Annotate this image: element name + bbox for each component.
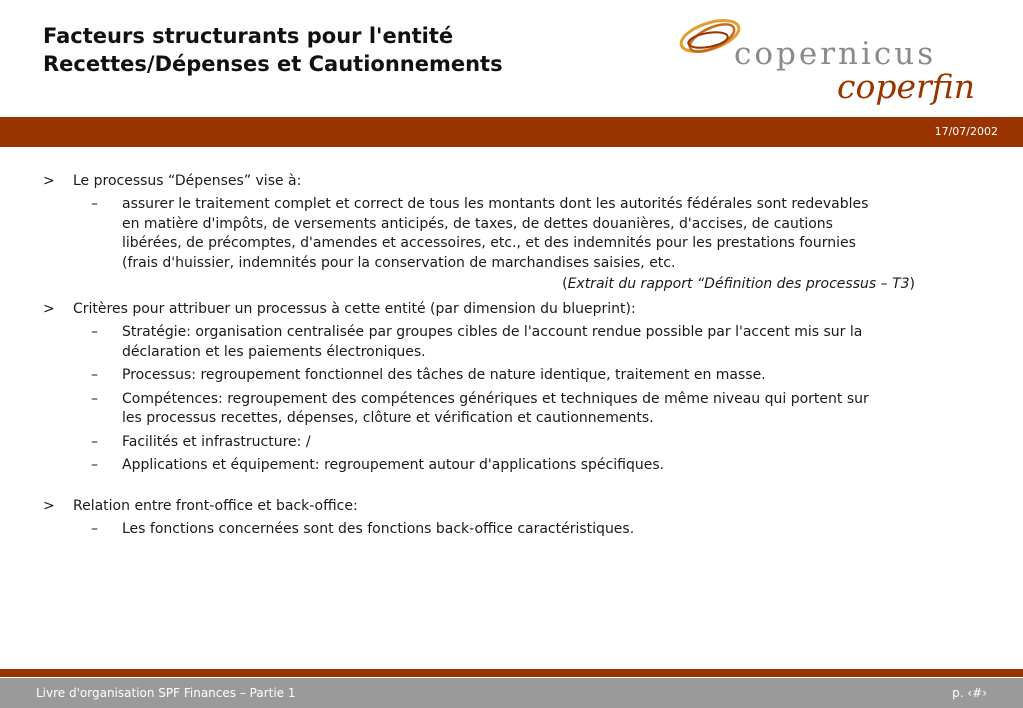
sub-bullet-line: Stratégie: organisation centralisée par groupes cibles de l'account rendue possible par l'accent mis sur la	[122, 324, 863, 340]
logo-swirl-icon	[677, 14, 742, 57]
sub-bullet-marker: –	[91, 433, 98, 450]
sub-bullet-marker: –	[91, 324, 98, 340]
sub-bullet-fonctions	[43, 520, 973, 540]
sub-bullet-marker: –	[91, 520, 98, 537]
source-citation	[43, 275, 973, 294]
sub-bullet-line: Processus: regroupement fonctionnel des tâches de nature identique, traitement en masse.	[122, 367, 766, 383]
sub-bullet-marker: –	[91, 457, 98, 473]
header-date: 17/07/2002	[934, 125, 998, 138]
bullet-marker: >	[43, 497, 55, 514]
sub-bullet-line: les processus recettes, dépenses, clôture et vérification et cautionnements.	[122, 410, 654, 426]
bullet-text: Critères pour attribuer un processus à cette entité (par dimension du blueprint):	[73, 301, 636, 317]
sub-bullet-line: Facilités et infrastructure: /	[122, 433, 311, 450]
bullet-text: Le processus “Dépenses” vise à:	[73, 173, 302, 189]
sub-bullet-line: Applications et équipement: regroupement autour d'applications spécifiques.	[122, 457, 665, 473]
sub-bullet-line: libérées, de précomptes, d'amendes et accessoires, etc., et des indemnités pour les prestations fournies	[122, 235, 856, 251]
slide-title-line2: Recettes/Dépenses et Cautionnements	[43, 52, 503, 76]
sub-bullet-line: Compétences: regroupement des compétences génériques et techniques de même niveau qui portent sur	[122, 390, 869, 407]
bullet-text: Relation entre front-office et back-office:	[73, 497, 358, 514]
slide-content	[43, 172, 973, 539]
source-open: (	[562, 276, 568, 292]
footer-page-number: p. ‹#›	[952, 686, 987, 700]
bullet-criteres	[43, 300, 973, 319]
logo-word-coperfin: coperfin	[837, 67, 976, 106]
logo-word-copernicus: copernicus	[734, 36, 937, 72]
bullet-marker: >	[43, 301, 55, 317]
sub-bullet-line: en matière d'impôts, de versements anticipés, de taxes, de dettes douanières, d'accises, de cautions	[122, 215, 833, 232]
header-bar	[0, 117, 1023, 147]
sub-bullet-processus	[43, 366, 973, 386]
bullet-relation	[43, 497, 973, 516]
sub-bullet-competences	[43, 390, 973, 429]
source-text: Extrait du rapport “Définition des processus – T3	[567, 276, 910, 292]
sub-bullet-marker: –	[91, 196, 98, 212]
sub-bullet-marker: –	[91, 390, 98, 407]
slide-title	[43, 22, 643, 78]
sub-bullet-line: assurer le traitement complet et correct de tous les montants dont les autorités fédérales sont redevables	[122, 196, 869, 212]
bullet-processus-depenses	[43, 172, 973, 191]
sub-bullet-line: Les fonctions concernées sont des fonctions back-office caractéristiques.	[122, 520, 635, 537]
sub-bullet-marker: –	[91, 367, 98, 383]
sub-bullet-line: déclaration et les paiements électroniques.	[122, 343, 426, 360]
sub-bullet-applications	[43, 456, 973, 476]
sub-bullet-assurer	[43, 195, 973, 273]
sub-bullet-line: (frais d'huissier, indemnités pour la conservation de marchandises saisies, etc.	[122, 254, 676, 271]
footer-document-title: Livre d'organisation SPF Finances – Partie 1	[36, 686, 296, 700]
copernicus-coperfin-logo	[672, 6, 1012, 114]
footer-accent-line	[0, 669, 1023, 677]
footer-bar	[0, 678, 1023, 708]
sub-bullet-strategie	[43, 323, 973, 362]
sub-bullet-facilites	[43, 433, 973, 453]
source-close: )	[909, 276, 915, 292]
bullet-marker: >	[43, 173, 55, 189]
slide-title-line1: Facteurs structurants pour l'entité	[43, 24, 454, 48]
